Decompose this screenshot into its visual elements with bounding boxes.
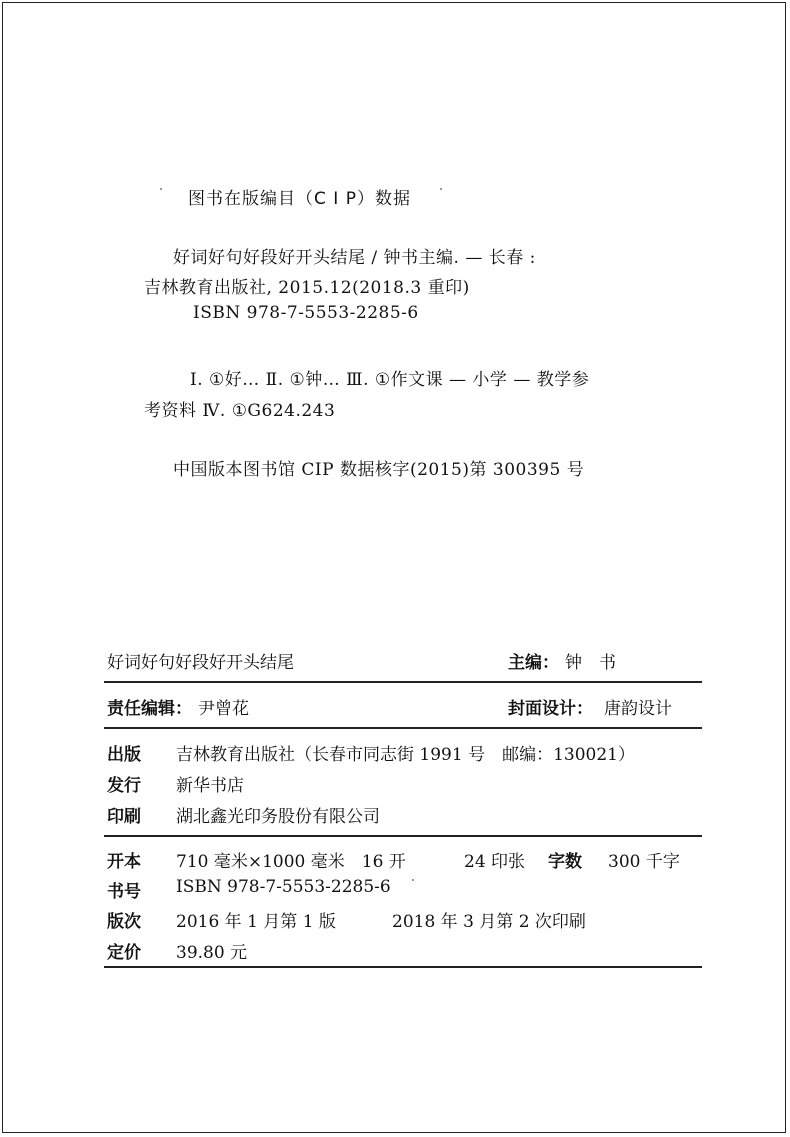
word-count-label: 字数 <box>548 852 582 872</box>
responsible-editor-value: 尹曾花 <box>198 699 249 719</box>
distributor-value: 新华书店 <box>176 776 244 796</box>
editor-value: 钟 书 <box>565 653 616 673</box>
rule-1 <box>104 681 702 683</box>
rule-4 <box>104 966 702 968</box>
isbn-label: 书号 <box>107 882 141 902</box>
cip-line-isbn: ISBN 978-7-5553-2285-6 <box>193 303 419 323</box>
page-border <box>2 2 786 1133</box>
edition-value-first: 2016 年 1 月第 1 版 <box>176 912 336 932</box>
rule-3 <box>104 835 702 837</box>
speck-mark <box>412 879 414 881</box>
printer-label: 印刷 <box>107 807 141 827</box>
speck-mark <box>160 188 162 190</box>
cip-heading: 图书在版编目（C I P）数据 <box>188 189 411 209</box>
edition-value-reprint: 2018 年 3 月第 2 次印刷 <box>392 912 586 932</box>
cip-line-title: 好词好句好段好开头结尾 / 钟书主编. — 长春 : <box>173 248 536 268</box>
price-label: 定价 <box>107 943 141 963</box>
price-value: 39.80 元 <box>176 943 248 963</box>
distributor-label: 发行 <box>107 776 141 796</box>
format-label: 开本 <box>107 852 141 872</box>
cip-classification-2: 考资料 Ⅳ. ①G624.243 <box>144 401 336 421</box>
cip-line-publisher: 吉林教育出版社, 2015.12(2018.3 重印) <box>144 278 470 298</box>
cover-design-value: 唐韵设计 <box>604 699 672 719</box>
speck-mark <box>440 188 442 190</box>
format-value: 710 毫米×1000 毫米 16 开 <box>176 852 406 872</box>
cip-record-number: 中国版本图书馆 CIP 数据核字(2015)第 300395 号 <box>173 460 585 480</box>
printer-value: 湖北鑫光印务股份有限公司 <box>176 807 380 827</box>
book-title: 好词好句好段好开头结尾 <box>107 653 294 673</box>
isbn-value: ISBN 978-7-5553-2285-6 <box>176 877 391 897</box>
edition-label: 版次 <box>107 912 141 932</box>
cover-design-label: 封面设计： <box>508 699 593 719</box>
word-count-value: 300 千字 <box>608 852 680 872</box>
publisher-value: 吉林教育出版社（长春市同志街 1991 号 邮编：130021） <box>176 745 635 765</box>
cip-classification-1: Ⅰ. ①好… Ⅱ. ①钟… Ⅲ. ①作文课 — 小学 — 教学参 <box>190 370 590 390</box>
editor-label: 主编： <box>508 653 559 673</box>
sheets-value: 24 印张 <box>464 852 526 872</box>
responsible-editor-label: 责任编辑： <box>107 699 192 719</box>
publisher-label: 出版 <box>107 745 141 765</box>
rule-2 <box>104 727 702 729</box>
